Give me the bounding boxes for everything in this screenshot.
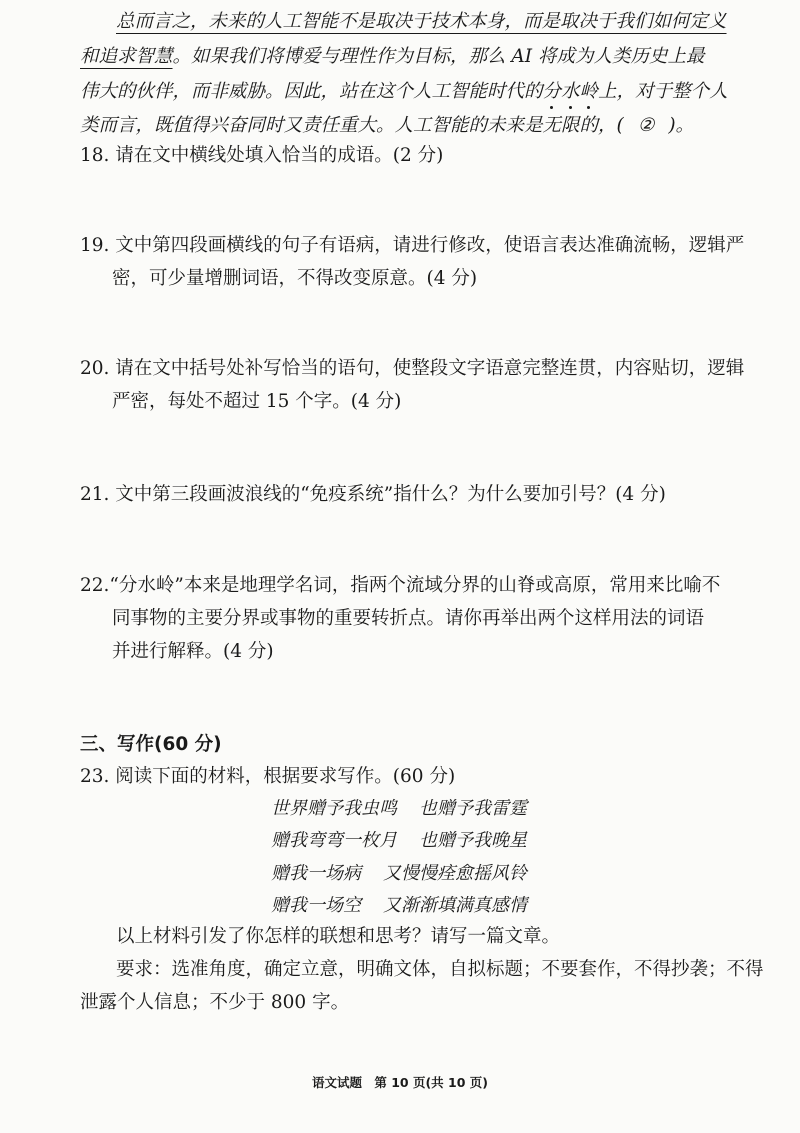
poem-text: 又渐渐填满真感情 [383,895,527,916]
question-19-line-1: 19. 文中第四段画横线的句子有语病，请进行修改，使语言表达准确流畅，逻辑严 [80,235,745,256]
emphasis-char: 岭 [579,81,599,102]
question-21: 21. 文中第三段画波浪线的“免疫系统”指什么？为什么要加引号？(4 分) [80,484,666,505]
passage-line-1 [116,9,727,35]
passage-text: )。 [668,115,695,136]
poem-text: 也赠予我雷霆 [419,798,527,819]
question-23: 23. 阅读下面的材料，根据要求写作。(60 分) [80,766,456,787]
poem-text: 赠我一场空 [271,895,361,916]
poem-text: 赠我一场病 [271,863,361,884]
passage-line-4 [80,113,694,139]
question-22-line-2: 同事物的主要分界或事物的重要转折点。请你再举出两个这样用法的词语 [112,608,705,629]
question-20-line-2: 严密，每处不超过 15 个字。(4 分) [112,391,402,412]
emphasis-char: 分 [542,81,562,102]
section-title: 三、写作(60 分) [80,734,222,755]
poem-text: 又慢慢痊愈摇风铃 [383,863,527,884]
footer-subject: 语文试题 [312,1075,363,1090]
passage-text: 上，对于整个人 [598,81,728,102]
passage-text: 类而言，既值得兴奋同时又责任重大。人工智能的未来是无限的，( [80,115,624,136]
question-22-line-1: 22.“分水岭”本来是地理学名词，指两个流域分界的山脊或高原，常用来比喻不 [80,575,721,596]
passage-line-2 [80,44,704,70]
poem-line-2 [271,828,527,854]
poem-line-4 [271,893,527,919]
page-footer [0,1073,800,1091]
question-20-line-1: 20. 请在文中括号处补写恰当的语句，使整段文字语意完整连贯，内容贴切，逻辑 [80,358,745,379]
question-18: 18. 请在文中横线处填入恰当的成语。(2 分) [80,145,444,166]
passage-text: 伟大的伙伴，而非威胁。因此，站在这个人工智能时代的 [80,81,543,102]
requirements-line-1: 要求：选准角度，确定立意，明确文体，自拟标题；不要套作，不得抄袭；不得 [116,959,764,980]
underlined-sentence-part-1: 总而言之，未来的人工智能不是取决于技术本身，而是取决于我们如何定义 [116,11,727,32]
poem-line-3 [271,861,527,887]
question-22-line-3: 并进行解释。(4 分) [112,641,274,662]
emphasis-char: 水 [561,81,580,102]
poem-text: 赠我弯弯一枚月 [271,830,397,851]
poem-text: 也赠予我晚星 [419,830,527,851]
requirements-line-2: 泄露个人信息；不少于 800 字。 [80,992,350,1013]
blank-marker: ② [637,115,655,136]
passage-line-3 [80,79,728,105]
underlined-sentence-part-2: 和追求智慧 [80,46,173,67]
passage-text: 。如果我们将博爱与理性作为目标，那么 AI 将成为人类历史上最 [172,46,705,67]
question-19-line-2: 密，可少量增删词语，不得改变原意。(4 分) [112,268,478,289]
footer-page-number: 第 10 页(共 10 页) [374,1075,488,1090]
poem-line-1 [271,796,527,822]
poem-text: 世界赠予我虫鸣 [271,798,397,819]
writing-prompt: 以上材料引发了你怎样的联想和思考？请写一篇文章。 [116,926,561,947]
